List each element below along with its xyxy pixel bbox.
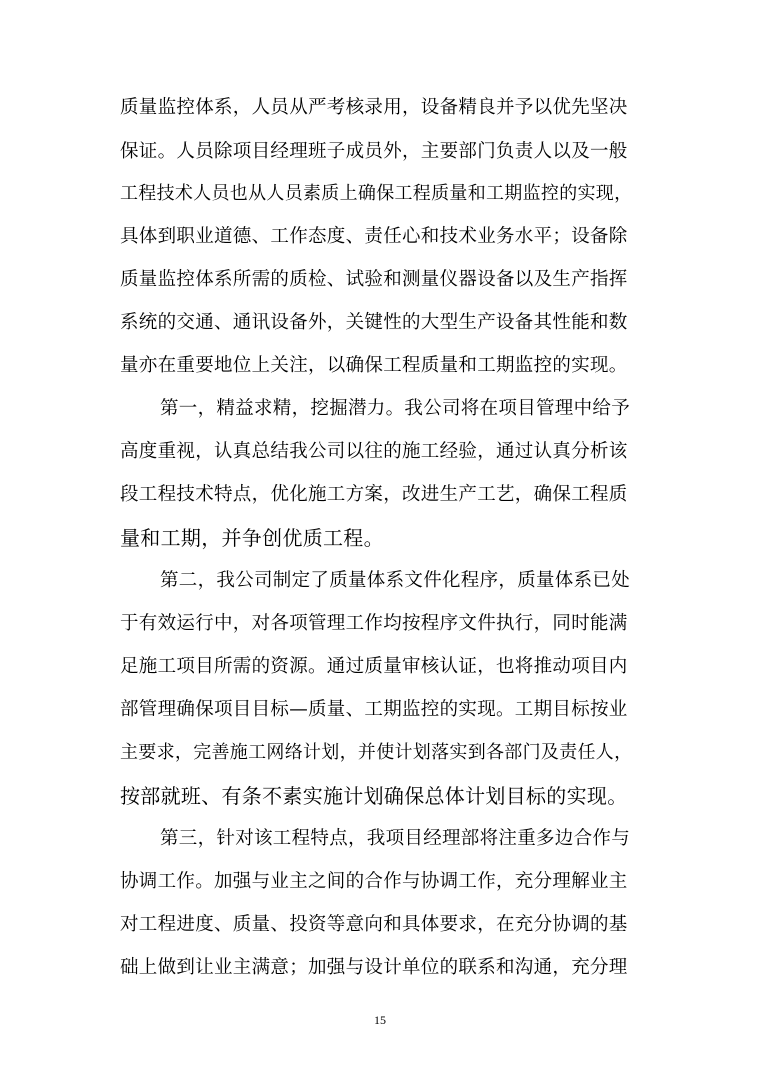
- text-line: 部管理确保项目目标—质量、工期监控的实现。工期目标按业: [120, 699, 628, 720]
- text-line: 量和工期，并争创优质工程。: [120, 526, 384, 550]
- text-line: 系统的交通、通讯设备外，关键性的大型生产设备其性能和数: [120, 312, 628, 333]
- text-line: 量亦在重要地位上关注，以确保工程质量和工期监控的实现。: [120, 355, 628, 376]
- page-number: 15: [374, 1013, 386, 1027]
- text-line: 主要求，完善施工网络计划，并使计划落实到各部门及责任人，: [120, 742, 633, 763]
- text-line: 础上做到让业主满意；加强与设计单位的联系和沟通，充分理: [120, 957, 628, 978]
- text-line: 工程技术人员也从人员素质上确保工程质量和工期监控的实现，: [120, 183, 633, 204]
- paragraph-first-line: 第三，针对该工程特点，我项目经理部将注重多边合作与: [160, 828, 631, 849]
- paragraph-first-line: 第一，精益求精，挖掘潜力。我公司将在项目管理中给予: [160, 398, 631, 419]
- text-line: 质量监控体系所需的质检、试验和测量仪器设备以及生产指挥: [120, 269, 628, 290]
- text-line: 按部就班、有条不素实施计划确保总体计划目标的实现。: [120, 784, 628, 808]
- text-line: 于有效运行中，对各项管理工作均按程序文件执行，同时能满: [120, 613, 628, 634]
- text-line: 质量监控体系，人员从严考核录用，设备精良并予以优先坚决: [120, 97, 628, 118]
- text-line: 对工程进度、质量、投资等意向和具体要求，在充分协调的基: [120, 914, 628, 935]
- text-line: 足施工项目所需的资源。通过质量审核认证，也将推动项目内: [120, 656, 628, 677]
- paragraph-first-line: 第二，我公司制定了质量体系文件化程序，质量体系已处: [160, 570, 631, 591]
- text-line: 保证。人员除项目经理班子成员外，主要部门负责人以及一般: [120, 141, 628, 162]
- text-line: 段工程技术特点，优化施工方案，改进生产工艺，确保工程质: [120, 484, 628, 505]
- text-line: 高度重视，认真总结我公司以往的施工经验，通过认真分析该: [120, 441, 628, 462]
- text-line: 具体到职业道德、工作态度、责任心和技术业务水平；设备除: [120, 226, 628, 247]
- text-line: 协调工作。加强与业主之间的合作与协调工作，充分理解业主: [120, 871, 628, 892]
